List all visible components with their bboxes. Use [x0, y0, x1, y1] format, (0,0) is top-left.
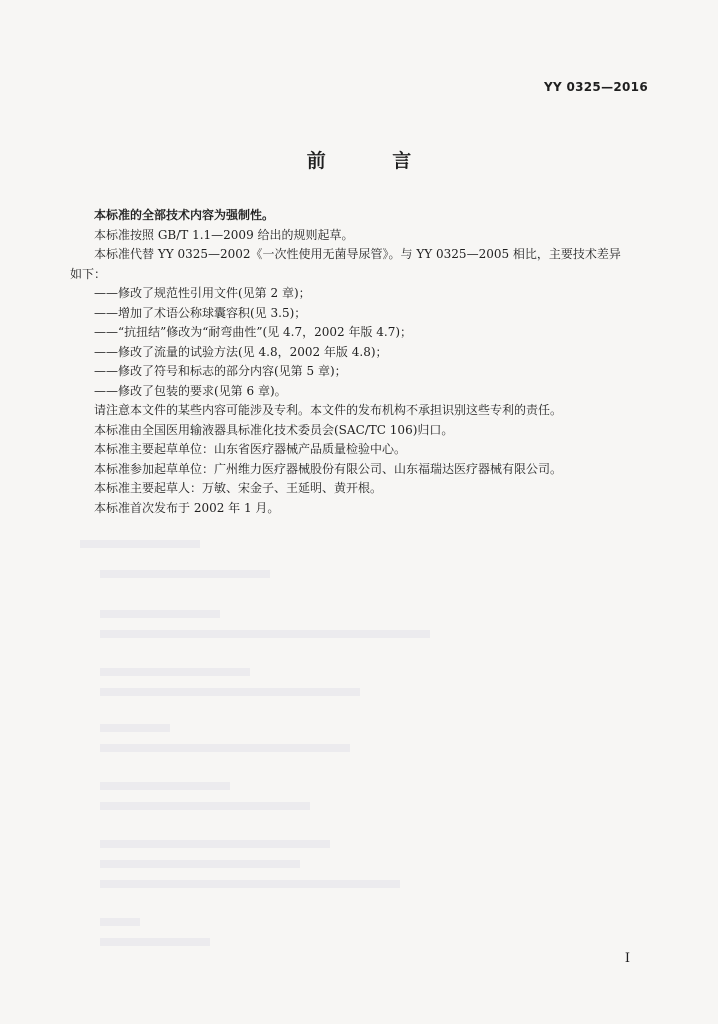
change-item: ——修改了符号和标志的部分内容(见第 5 章)； [94, 364, 347, 378]
change-item: ——修改了流量的试验方法(见 4.8，2002 年版 4.8)； [94, 344, 388, 359]
main-drafting-unit: 本标准主要起草单位：山东省医疗器械产品质量检验中心。 [94, 442, 407, 456]
patent-notice: 请注意本文件的某些内容可能涉及专利。本文件的发布机构不承担识别这些专利的责任。 [94, 403, 563, 417]
drafting-rules-paragraph: 本标准按照 GB/T 1.1—2009 给出的规则起草。 [94, 227, 354, 242]
replacement-paragraph-continued: 如下： [70, 266, 107, 281]
change-item: ——增加了术语公称球囊容积(见 3.5)； [94, 305, 307, 320]
document-number: YY 0325—2016 [544, 80, 648, 94]
foreword-body [70, 206, 650, 518]
change-item: ——修改了包装的要求(见第 6 章)。 [94, 383, 287, 398]
change-item: ——修改了规范性引用文件(见第 2 章)； [94, 286, 311, 300]
page-title: 前 言 [306, 150, 442, 172]
participating-units: 本标准参加起草单位：广州维力医疗器械股份有限公司、山东福瑞达医疗器械有限公司。 [94, 461, 563, 476]
page-number: I [624, 951, 630, 966]
committee-paragraph: 本标准由全国医用输液器具标准化技术委员会(SAC/TC 106)归口。 [94, 422, 454, 437]
replacement-paragraph: 本标准代替 YY 0325—2002《一次性使用无菌导尿管》。与 YY 0325—2005 相比，主要技术差异 [94, 247, 621, 261]
first-publication: 本标准首次发布于 2002 年 1 月。 [94, 500, 280, 515]
mandatory-statement: 本标准的全部技术内容为强制性。 [94, 208, 275, 222]
change-item: ——“抗扭结”修改为“耐弯曲性”(见 4.7，2002 年版 4.7)； [94, 325, 413, 339]
main-drafters: 本标准主要起草人：万敏、宋金子、王延明、黄开根。 [94, 481, 383, 495]
